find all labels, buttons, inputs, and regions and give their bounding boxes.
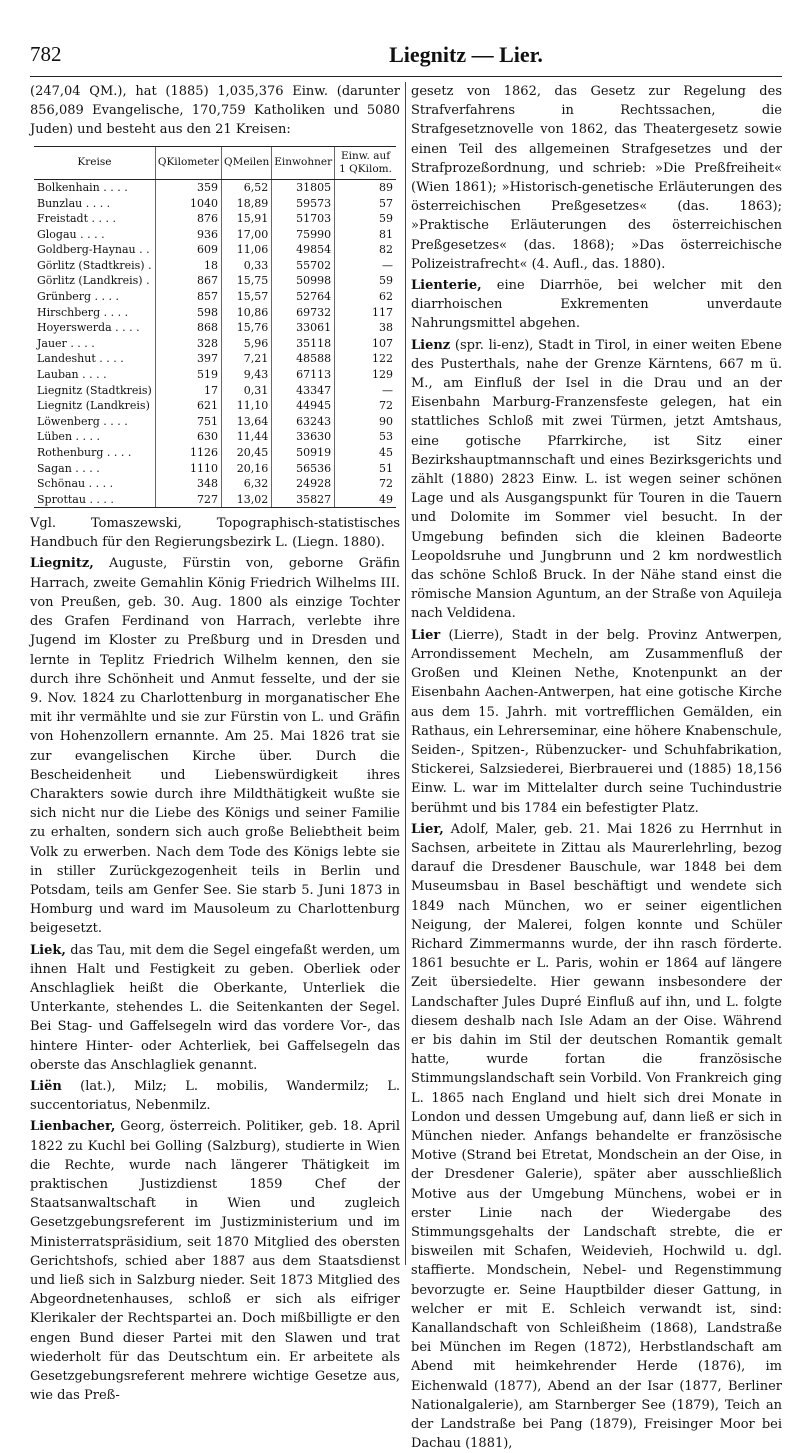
table-row xyxy=(34,367,396,383)
cell-kreis: Grünberg . . . . xyxy=(37,290,120,304)
entry-headword: Liek, xyxy=(30,942,66,958)
cell-qkm: 1040 xyxy=(155,195,221,211)
cell-kreis: Liegnitz (Stadtkreis) xyxy=(37,383,152,397)
cell-density: 90 xyxy=(335,414,396,430)
kreise-table xyxy=(34,146,396,508)
columns xyxy=(30,82,782,1452)
cell-qmeilen: 0,31 xyxy=(221,382,271,398)
table-row xyxy=(34,195,396,211)
entry-headword: Lier xyxy=(411,627,441,643)
cell-qmeilen: 13,02 xyxy=(221,491,271,507)
cell-qkm: 621 xyxy=(155,398,221,414)
cell-kreis: Schönau . . . . xyxy=(37,477,114,491)
cell-qmeilen: 7,21 xyxy=(221,351,271,367)
cell-einwohner: 33630 xyxy=(272,429,335,445)
reference-paragraph: Vgl. Tomaszewski, Topographisch-statistisches Handbuch für den Regierungsbezirk L. (Liegn. 1880). xyxy=(30,516,400,551)
cell-einwohner: 33061 xyxy=(272,320,335,336)
table-row xyxy=(34,289,396,305)
cell-qkm: 18 xyxy=(155,258,221,274)
entry-headword: Lienterie, xyxy=(411,278,482,294)
table-row xyxy=(34,429,396,445)
cell-einwohner: 59573 xyxy=(272,195,335,211)
table-row xyxy=(34,179,396,195)
right-column xyxy=(411,82,782,1452)
cell-qmeilen: 15,91 xyxy=(221,211,271,227)
entry-text: (Lierre), Stadt in der belg. Provinz Antwerpen, Arrondissement Mecheln, am Zusammenfluß der Großen und Kleinen Nethe, Knotenpunkt an der Eisenbahn Aachen-Antwerpen, hat eine gotische Kirche aus dem 15. Jahrh. mit vortrefflichen Gemälden, ein Rathaus, ein Lehrerseminar, eine höhere Knabenschule, Seiden-, Spitzen-, Rübenzucker- und Schuhfabrikation, Stickerei, Salzsiederei, Bierbrauerei und (1885) 18,156 Einw. L. war im Mittelalter durch seine Tuchindustrie berühmt und bis 1784 ein befestigter Platz. xyxy=(411,627,782,816)
table-row xyxy=(34,258,396,274)
entry-text: Georg, österreich. Politiker, geb. 18. April 1822 zu Kuchl bei Golling (Salzburg), studierte in Wien die Rechte, wurde nach längerer Thätigkeit im praktischen Justizdienst 1859 Chef der Staatsanwaltschaft in Wien und zugleich Gesetzgebungsreferent im Justizministerium und im Ministerratspräsidium, seit 1870 Mitglied des obersten Gerichtshofs, schied aber 1887 aus dem Staatsdienst und ließ sich in Salzburg nieder. Seit 1873 Mitglied des Abgeordnetenhauses, schloß er sich als eifriger Klerikaler der Rechtspartei an. Doch mißbilligte er den engen Bund dieser Partei mit den Slawen und trat wiederholt für das Deutschtum ein. Er arbeitete als Gesetzgebungsreferent mehrere wichtige Gesetze aus, wie das Preß- xyxy=(30,1119,400,1404)
cell-qkm: 598 xyxy=(155,304,221,320)
entry-lien xyxy=(30,1077,400,1115)
cell-kreis: Landeshut . . . . xyxy=(37,352,124,366)
cell-kreis: Hoyerswerda . . . . xyxy=(37,321,140,335)
entry-headword: Lier, xyxy=(411,821,444,837)
cell-qkm: 867 xyxy=(155,273,221,289)
cell-kreis: Bolkenhain . . . . xyxy=(37,180,128,194)
entry-headword: Liën xyxy=(30,1078,62,1094)
cell-density: — xyxy=(335,382,396,398)
cell-qmeilen: 20,16 xyxy=(221,460,271,476)
cell-kreis: Jauer . . . . xyxy=(37,336,95,350)
cell-kreis: Görlitz (Stadtkreis) . xyxy=(37,258,152,272)
cell-qmeilen: 11,44 xyxy=(221,429,271,445)
cell-qkm: 359 xyxy=(155,179,221,195)
cell-qmeilen: 6,32 xyxy=(221,476,271,492)
cell-einwohner: 50998 xyxy=(272,273,335,289)
entry-lienterie xyxy=(411,276,782,334)
cell-qmeilen: 17,00 xyxy=(221,226,271,242)
table-body xyxy=(34,179,396,507)
table-row xyxy=(34,414,396,430)
entry-text: Auguste, Fürstin von, geborne Gräfin Harrach, zweite Gemahlin König Friedrich Wilhelms III. von Preußen, geb. 30. Aug. 1800 als einzige Tochter des Grafen Ferdinand von Harrach, verlebte ihre Jugend im Kloster zu Preßburg und in Dresden und lernte in Teplitz Friedrich Wilhelm kennen, den sie durch ihre Schönheit und Anmut fesselte, und der sie 9. Nov. 1824 zu Charlottenburg in morganatischer Ehe mit ihr vermählte und sie zur Fürstin von L. und Gräfin von Hohenzollern ernannte. Am 25. Mai 1826 trat sie zur evangelischen Kirche über. Durch die Bescheidenheit und Liebenswürdigkeit ihres Charakters sowie durch ihre Mildthätigkeit wußte sie sich nicht nur die Liebe des Königs und seiner Familie zu erhalten, sondern sich auch große Beliebtheit beim Volk zu erwerben. Nach dem Tode des Königs lebte sie in stiller Zurückgezogenheit teils in Berlin und Potsdam, teils am Genfer See. Sie starb 5. Juni 1873 in Homburg und ward im Mausoleum zu Charlottenburg beigesetzt. xyxy=(30,556,400,937)
cell-qkm: 876 xyxy=(155,211,221,227)
table-row xyxy=(34,242,396,258)
cell-einwohner: 35118 xyxy=(272,336,335,352)
table-row xyxy=(34,273,396,289)
cell-qkm: 609 xyxy=(155,242,221,258)
table-row xyxy=(34,304,396,320)
cell-kreis: Rothenburg . . . . xyxy=(37,446,132,459)
entry-lienbacher xyxy=(30,1117,400,1405)
cell-einwohner: 75990 xyxy=(272,226,335,242)
table-row xyxy=(34,226,396,242)
table-row xyxy=(34,476,396,492)
cell-density: 82 xyxy=(335,242,396,258)
table-row xyxy=(34,211,396,227)
table-row xyxy=(34,445,396,461)
table-row xyxy=(34,398,396,414)
cell-density: 53 xyxy=(335,429,396,445)
entry-text: (lat.), Milz; L. mobilis, Wandermilz; L. succentoriatus, Nebenmilz. xyxy=(30,1078,400,1114)
table-row xyxy=(34,491,396,507)
cell-kreis: Glogau . . . . xyxy=(37,227,105,241)
cell-qmeilen: 18,89 xyxy=(221,195,271,211)
col-header-kreise: Kreise xyxy=(34,146,155,179)
page-number: 782 xyxy=(30,42,62,66)
entry-liek xyxy=(30,941,400,1075)
cell-qmeilen: 13,64 xyxy=(221,414,271,430)
cell-density: 49 xyxy=(335,491,396,507)
cell-qkm: 1126 xyxy=(155,445,221,461)
cell-qkm: 17 xyxy=(155,382,221,398)
intro-paragraph: (247,04 QM.), hat (1885) 1,035,376 Einw. (darunter 856,089 Evangelische, 170,759 Katholiken und 5080 Juden) und besteht aus den 21 Kreisen: xyxy=(30,84,400,138)
cell-einwohner: 35827 xyxy=(272,491,335,507)
cell-density: 57 xyxy=(335,195,396,211)
cell-density: 62 xyxy=(335,289,396,305)
cell-density: 107 xyxy=(335,336,396,352)
cell-einwohner: 55702 xyxy=(272,258,335,274)
cell-qkm: 348 xyxy=(155,476,221,492)
entry-lier-adolf xyxy=(411,820,782,1453)
cell-qkm: 1110 xyxy=(155,460,221,476)
cell-einwohner: 69732 xyxy=(272,304,335,320)
table-row xyxy=(34,320,396,336)
entry-text: (spr. li-enz), Stadt in Tirol, in einer weiten Ebene des Pusterthals, nahe der Grenze Kärntens, 667 m ü. M., am Einfluß der Isel in die Drau und an der Eisenbahn Marburg-Franzensfeste gelegen, hat ein stattliches Schloß mit zwei Türmen, jetzt Amtshaus, eine gotische Pfarrkirche, ist Sitz einer Bezirkshauptmannschaft und eines Bezirksgerichts und zählt (1880) 2823 Einw. L. ist wegen seiner schönen Lage und als Ausgangspunkt für Touren in die Tauern und Dolomite im Sommer viel besucht. In der Umgebung befinden sich die kleinen Badeorte Leopoldsruhe und Jungbrunn und 2 km nordwestlich das schöne Schloß Bruck. In der Nähe stand einst die römische Mansion Aguntum, an der Straße von Aquileja nach Veldidena. xyxy=(411,337,782,622)
cell-kreis: Sagan . . . . xyxy=(37,461,100,475)
cell-qmeilen: 15,75 xyxy=(221,273,271,289)
cell-einwohner: 49854 xyxy=(272,242,335,258)
cell-einwohner: 31805 xyxy=(272,179,335,195)
entry-text: eine Diarrhöe, bei welcher mit den diarrhoischen Exkrementen unverdaute Nahrungsmittel abgehen. xyxy=(411,278,782,332)
cell-density: 59 xyxy=(335,273,396,289)
cell-qkm: 868 xyxy=(155,320,221,336)
col-header-density: Einw. auf 1 QKilom. xyxy=(335,146,396,179)
cell-qmeilen: 20,45 xyxy=(221,445,271,461)
col-header-qmeilen: QMeilen xyxy=(221,146,271,179)
cell-qkm: 630 xyxy=(155,429,221,445)
cell-einwohner: 43347 xyxy=(272,382,335,398)
entry-lier-stadt xyxy=(411,626,782,818)
page-header xyxy=(30,40,782,77)
cell-density: 129 xyxy=(335,367,396,383)
cell-density: 59 xyxy=(335,211,396,227)
cell-kreis: Görlitz (Landkreis) . xyxy=(37,274,150,288)
cell-qkm: 936 xyxy=(155,226,221,242)
cell-qkm: 328 xyxy=(155,336,221,352)
cell-density: 122 xyxy=(335,351,396,367)
cell-einwohner: 51703 xyxy=(272,211,335,227)
table-row xyxy=(34,382,396,398)
cell-density: 89 xyxy=(335,179,396,195)
cell-kreis: Bunzlau . . . . xyxy=(37,196,111,210)
cell-einwohner: 24928 xyxy=(272,476,335,492)
entry-liegnitz-auguste xyxy=(30,554,400,938)
cell-density: 81 xyxy=(335,226,396,242)
table-row xyxy=(34,336,396,352)
cell-qkm: 751 xyxy=(155,414,221,430)
entry-lienz xyxy=(411,336,782,624)
cell-kreis: Löwenberg . . . . xyxy=(37,414,128,428)
page xyxy=(30,40,782,1452)
entry-headword: Liegnitz, xyxy=(30,556,94,572)
cell-einwohner: 52764 xyxy=(272,289,335,305)
cell-einwohner: 67113 xyxy=(272,367,335,383)
entry-headword: Lienbacher, xyxy=(30,1119,116,1135)
col-header-einwohner: Einwohner xyxy=(272,146,335,179)
cell-qkm: 727 xyxy=(155,491,221,507)
entry-text: das Tau, mit dem die Segel eingefaßt werden, um ihnen Halt und Festigkeit zu geben. Oberliek oder Anschlagliek heißt die Oberkante, Unterliek die Unterkante, stehendes L. die Seitenkanten der Segel. Bei Stag- und Gaffelsegeln wird das vordere Vor-, das hintere Hinter- oder Achterliek, bei Gaffelsegeln das oberste das Anschlagliek genannt. xyxy=(30,942,400,1073)
cell-einwohner: 44945 xyxy=(272,398,335,414)
continuation-paragraph: gesetz von 1862, das Gesetz zur Regelung des Strafverfahrens in Rechtssachen, die Strafgesetznovelle von 1862, das Theatergesetz sowie einen Teil des allgemeinen Strafgesetzes und der Strafprozeßordnung, und schrieb: »Die Preßfreiheit« (Wien 1861); »Historisch-genetische Erläuterungen des österreichischen Preßgesetzes« (das. 1863); »Praktische Erläuterungen des österreichischen Preßgesetzes« (das. 1868); »Das österreichische Polizeistrafrecht« (4. Aufl., das. 1880). xyxy=(411,84,782,272)
col-header-qkm: QKilometer xyxy=(155,146,221,179)
cell-kreis: Goldberg-Haynau . . xyxy=(37,243,150,257)
cell-qmeilen: 5,96 xyxy=(221,336,271,352)
cell-kreis: Lüben . . . . xyxy=(37,430,100,444)
cell-einwohner: 56536 xyxy=(272,460,335,476)
table-row xyxy=(34,351,396,367)
cell-qmeilen: 9,43 xyxy=(221,367,271,383)
cell-qkm: 519 xyxy=(155,367,221,383)
cell-qkm: 857 xyxy=(155,289,221,305)
cell-einwohner: 50919 xyxy=(272,445,335,461)
running-title: Liegnitz — Lier. xyxy=(389,42,543,67)
cell-density: 72 xyxy=(335,476,396,492)
cell-kreis: Liegnitz (Landkreis) xyxy=(37,399,150,413)
cell-density: 117 xyxy=(335,304,396,320)
cell-qmeilen: 15,76 xyxy=(221,320,271,336)
cell-kreis: Sprottau . . . . xyxy=(34,491,155,507)
cell-qmeilen: 0,33 xyxy=(221,258,271,274)
table-row xyxy=(34,460,396,476)
entry-headword: Lienz xyxy=(411,337,451,353)
cell-qmeilen: 10,86 xyxy=(221,304,271,320)
table-header-row xyxy=(34,146,396,179)
cell-density: 72 xyxy=(335,398,396,414)
left-column xyxy=(30,82,400,1404)
cell-qmeilen: 11,06 xyxy=(221,242,271,258)
cell-kreis: Hirschberg . . . . xyxy=(37,305,129,319)
cell-qmeilen: 15,57 xyxy=(221,289,271,305)
cell-qmeilen: 6,52 xyxy=(221,179,271,195)
cell-qmeilen: 11,10 xyxy=(221,398,271,414)
cell-einwohner: 48588 xyxy=(272,351,335,367)
cell-density: 51 xyxy=(335,460,396,476)
cell-kreis: Freistadt . . . . xyxy=(37,212,116,226)
entry-text: Adolf, Maler, geb. 21. Mai 1826 zu Herrnhut in Sachsen, arbeitete in Zittau als Maurerlehrling, bezog darauf die Dresdener Bauschule, war 1848 bei dem Museumsbau in Basel beschäftigt und wendete sich 1849 nach München, wo er seiner eigentlichen Neigung, der Malerei, folgen konnte und Schüler Richard Zimmermanns wurde, der ihn rasch förderte. 1861 besuchte er L. Paris, wohin er 1864 auf längere Zeit übersiedelte. Hier gewann insbesondere der Landschafter Jules Dupré Einfluß auf ihn, und L. folgte diesem deshalb nach Isle Adam an der Oise. Während er bis dahin im Stil der deutschen Romantik gemalt hatte, wurde fortan die französische Stimmungslandschaft sein Vorbild. Von Frankreich ging L. 1865 nach England und hielt sich drei Monate in London und dessen Umgebung auf, dann ließ er sich in München nieder. Anfangs behandelte er französische Motive (Strand bei Etretat, Mondschein an der Oise, in der Dresdener Galerie), später aber ausschließlich Motive aus der Umgebung Münchens, wobei er in erster Linie nach der Wiedergabe des Stimmungsgehalts der Landschaft strebte, die er bisweilen mit Schafen, Weidevieh, Hochwild u. dgl. staffierte. Mondschein, Nebel- und Regenstimmung bevorzugte er. Seine Hauptbilder dieser Gattung, in welcher er mit E. Schleich verwandt ist, sind: Kanallandschaft von Schleißheim (1868), Landstraße bei München im Regen (1872), Herbstlandschaft am Abend mit heimkehrender Herde (1876), im Eichenwald (1877), Abend an der Isar (1877, Berliner Nationalgalerie), am Starnberger See (1879), Teich an der Landstraße bei Pang (1879), Freisinger Moor bei Dachau (1881), xyxy=(411,821,782,1452)
cell-kreis: Lauban . . . . xyxy=(37,368,107,382)
cell-density: — xyxy=(335,258,396,274)
cell-density: 38 xyxy=(335,320,396,336)
cell-density: 45 xyxy=(335,445,396,461)
cell-qkm: 397 xyxy=(155,351,221,367)
cell-einwohner: 63243 xyxy=(272,414,335,430)
